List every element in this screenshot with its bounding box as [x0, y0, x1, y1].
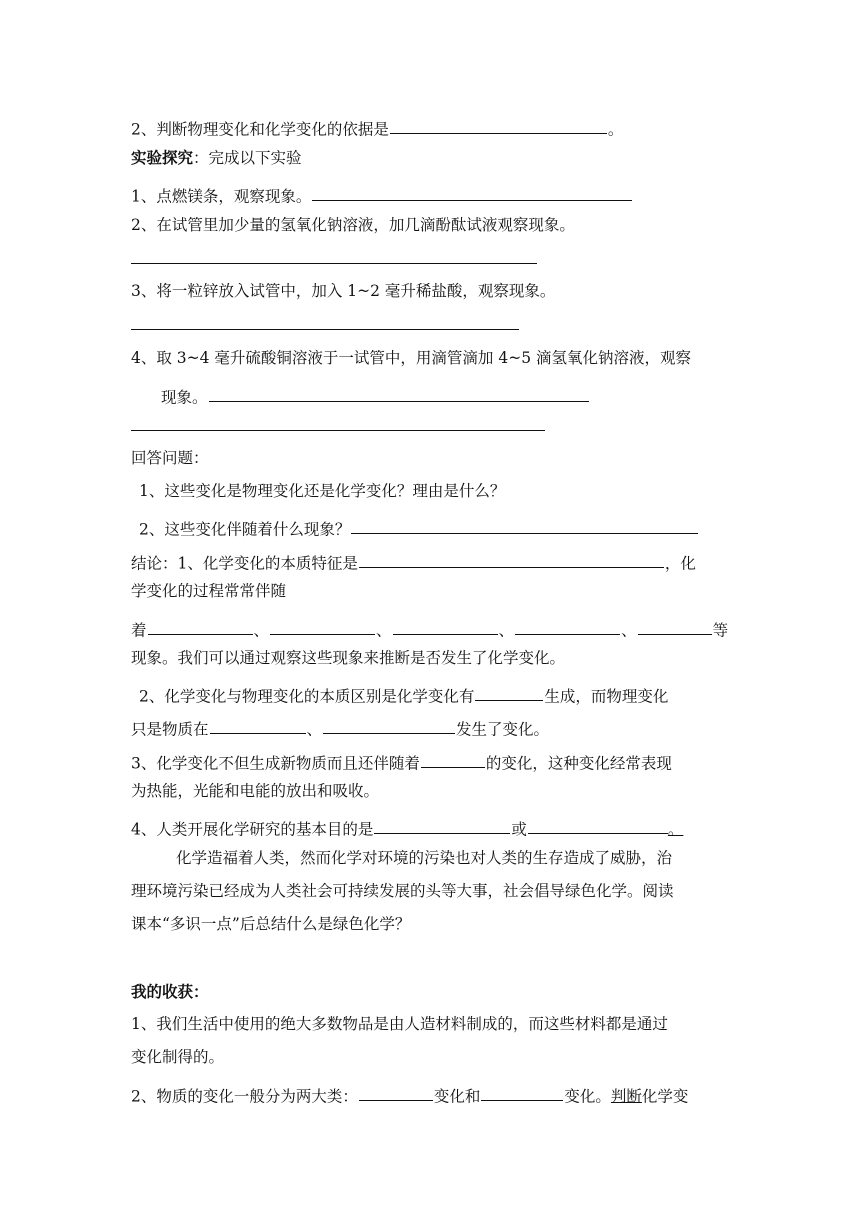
conclusion-2-tail: 生成，而物理变化: [544, 687, 669, 706]
separator: 、: [376, 621, 392, 640]
period: 。: [667, 820, 684, 839]
answer-line[interactable]: [131, 263, 537, 264]
separator: 、: [498, 621, 515, 640]
experiment-4-cont-text: 现象。: [161, 388, 208, 407]
harvest-2-tail: 变化。: [564, 1087, 611, 1106]
experiment-heading-rest: ：完成以下实验: [193, 149, 302, 167]
answer-blank[interactable]: [421, 751, 485, 768]
answer-blank[interactable]: [528, 817, 668, 834]
answer-blank[interactable]: [351, 517, 698, 534]
conclusion-2-line: [139, 684, 668, 705]
conclusion-3-text: 3、化学变化不但生成新物质而且还伴随着: [131, 754, 420, 773]
conclusion-3-line: [131, 751, 672, 772]
phenomena-line: [131, 618, 728, 639]
phenomena-cont: 现象。我们可以通过观察这些现象来推断是否发生了化学变化。: [131, 649, 566, 667]
phenomena-lead: 着: [131, 621, 147, 640]
separator: 、: [253, 621, 270, 640]
answer-question-2-text: 2、这些变化伴随着什么现象？: [139, 520, 351, 539]
answer-blank[interactable]: [359, 551, 664, 568]
experiment-4-line: 4、取 3~4 毫升硫酸铜溶液于一试管中，用滴管滴加 4~5 滴氢氧化钠溶液，观察: [131, 349, 691, 367]
conclusion-2-cont: [131, 717, 549, 738]
separator: 、: [621, 621, 637, 640]
answer-blank[interactable]: [393, 618, 498, 635]
harvest-1-cont: 变化制得的。: [131, 1048, 225, 1066]
question-2-text: 2、判断物理变化和化学变化的依据是: [131, 120, 389, 139]
green-chem-para-1: 化学造福着人类，然而化学对环境的污染也对人类的生存造成了威胁，治: [176, 849, 673, 867]
experiment-2-line: 2、在试管里加少量的氢氧化钠溶液，加几滴酚酞试液观察现象。: [131, 216, 575, 234]
answer-blank[interactable]: [210, 717, 306, 734]
answer-line[interactable]: [131, 329, 519, 330]
answer-blank[interactable]: [374, 817, 510, 834]
conclusion-1-cont: 学变化的过程常常伴随: [131, 582, 287, 600]
experiment-1-text: 1、点燃镁条，观察现象。: [131, 187, 312, 206]
conclusion-3-cont: 为热能，光能和电能的放出和吸收。: [131, 782, 380, 800]
answer-line[interactable]: [131, 430, 545, 431]
harvest-2-line: [131, 1084, 688, 1105]
conclusion-1-tail: ，化: [664, 554, 696, 573]
experiment-4-cont: [161, 385, 590, 406]
period: 。: [607, 120, 624, 139]
question-2-line: [131, 117, 623, 138]
harvest-2-mid: 变化和: [433, 1087, 481, 1106]
experiment-heading: [131, 150, 302, 167]
harvest-2-text: 2、物质的变化一般分为两大类：: [131, 1087, 358, 1106]
answer-blank[interactable]: [390, 117, 607, 134]
conclusion-4-line: [131, 817, 683, 838]
conclusion-2-text: 2、化学变化与物理变化的本质区别是化学变化有: [139, 687, 475, 706]
separator: 、: [306, 720, 323, 739]
or-word: 或: [511, 820, 527, 839]
conclusion-2-cont-tail: 发生了变化。: [456, 720, 550, 739]
answer-question-1: 1、这些变化是物理变化还是化学变化？理由是什么？: [139, 482, 506, 500]
answer-blank[interactable]: [515, 618, 620, 635]
conclusion-1-text: 结论：1、化学变化的本质特征是: [131, 554, 358, 573]
harvest-2-end: 化学变: [641, 1087, 689, 1106]
answer-blank[interactable]: [312, 184, 632, 201]
answer-blank[interactable]: [148, 618, 253, 635]
answer-blank[interactable]: [323, 717, 455, 734]
experiment-1-line: [131, 184, 633, 205]
conclusion-1-line: [131, 551, 696, 572]
answer-blank[interactable]: [475, 684, 543, 701]
answer-questions-heading: 回答问题：: [131, 449, 209, 467]
harvest-heading: 我的收获：: [131, 982, 209, 1001]
green-chem-para-2: 理环境污染已经成为人类社会可持续发展的头等大事，社会倡导绿色化学。阅读: [131, 882, 674, 900]
green-chem-para-3: 课本“多识一点”后总结什么是绿色化学？: [131, 915, 411, 933]
experiment-3-line: 3、将一粒锌放入试管中，加入 1~2 毫升稀盐酸，观察现象。: [131, 282, 556, 300]
underlined-word: 判断: [610, 1087, 642, 1106]
answer-blank[interactable]: [209, 385, 589, 402]
answer-blank[interactable]: [638, 618, 712, 635]
conclusion-2-cont-text: 只是物质在: [131, 720, 209, 739]
conclusion-4-text: 4、人类开展化学研究的基本目的是: [131, 820, 374, 839]
answer-question-2-line: [139, 517, 699, 538]
harvest-1-line: 1、我们生活中使用的绝大多数物品是由人造材料制成的，而这些材料都是通过: [131, 1015, 668, 1033]
answer-blank[interactable]: [481, 1084, 563, 1101]
phenomena-tail: 等: [712, 621, 729, 640]
conclusion-3-tail: 的变化，这种变化经常表现: [485, 754, 672, 773]
answer-blank[interactable]: [270, 618, 375, 635]
answer-blank[interactable]: [359, 1084, 433, 1101]
experiment-heading-bold: 实验探究: [131, 148, 194, 167]
